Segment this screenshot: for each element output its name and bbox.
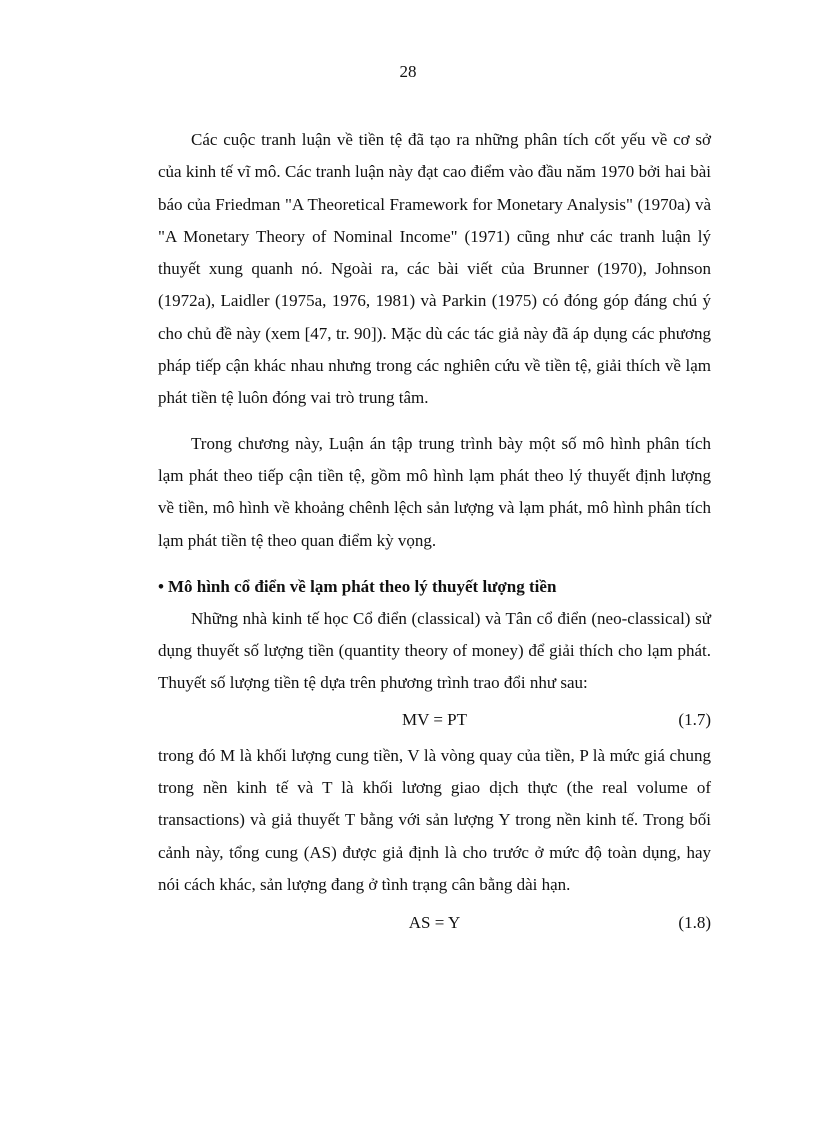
section-heading <box>158 571 711 603</box>
section-heading-text: Mô hình cổ điển về lạm phát theo lý thuyết lượng tiền <box>167 576 557 596</box>
bullet-icon: • <box>158 576 164 596</box>
equation-number: (1.7) <box>678 709 711 729</box>
paragraph-monetary-debates: Các cuộc tranh luận về tiền tệ đã tạo ra những phân tích cốt yếu về cơ sở của kinh tế vĩ mô. Các tranh luận này đạt cao điểm vào đầu năm 1970 bởi hai bài báo của Friedman "A Theoretical Framework for Monetary Analysis" (1970a) và "A Monetary Theory of Nominal Income" (1971) cũng như các tranh luận lý thuyết xung quanh nó. Ngoài ra, các bài viết của Brunner (1970), Johnson (1972a), Laidler (1975a, 1976, 1981) và Parkin (1975) có đóng góp đáng chú ý cho chủ đề này (xem [47, tr. 90]). Mặc dù các tác giả này đã áp dụng các phương pháp tiếp cận khác nhau nhưng trong các nghiên cứu về tiền tệ, giải thích về lạm phát tiền tệ luôn đóng vai trò trung tâm. <box>158 130 711 408</box>
paragraph-chapter-overview: Trong chương này, Luận án tập trung trình bày một số mô hình phân tích lạm phát theo tiếp cận tiền tệ, gồm mô hình lạm phát theo lý thuyết định lượng về tiền, mô hình về khoảng chênh lệch sản lượng và lạm phát, mô hình phân tích lạm phát tiền tệ theo quan điểm kỳ vọng. <box>158 433 711 550</box>
paragraph-quantity-theory: Những nhà kinh tế học Cổ điển (classical) và Tân cổ điển (neo-classical) sử dụng thuyết số lượng tiền (quantity theory of money) để giải thích cho lạm phát. Thuyết số lượng tiền tệ dựa trên phương trình trao đổi như sau: <box>158 608 711 693</box>
equation-1-7 <box>158 700 711 740</box>
equation-1-8 <box>158 903 711 943</box>
paragraph-variable-definitions: trong đó M là khối lượng cung tiền, V là vòng quay của tiền, P là mức giá chung trong nền kinh tế và T là khối lương giao dịch thực (the real volume of transactions) và giả thuyết T bằng với sản lượng Y trong nền kinh tế. Trong bối cảnh này, tổng cung (AS) được giả định là cho trước ở mức độ toàn dụng, hay nói cách khác, sản lượng đang ở tình trạng cân bằng dài hạn. <box>158 745 711 894</box>
equation-expression: AS = Y <box>408 913 461 933</box>
document-body <box>158 124 711 943</box>
equation-number: (1.8) <box>678 913 711 933</box>
page-number: 28 <box>399 62 417 81</box>
equation-expression: MV = PT <box>401 709 467 729</box>
